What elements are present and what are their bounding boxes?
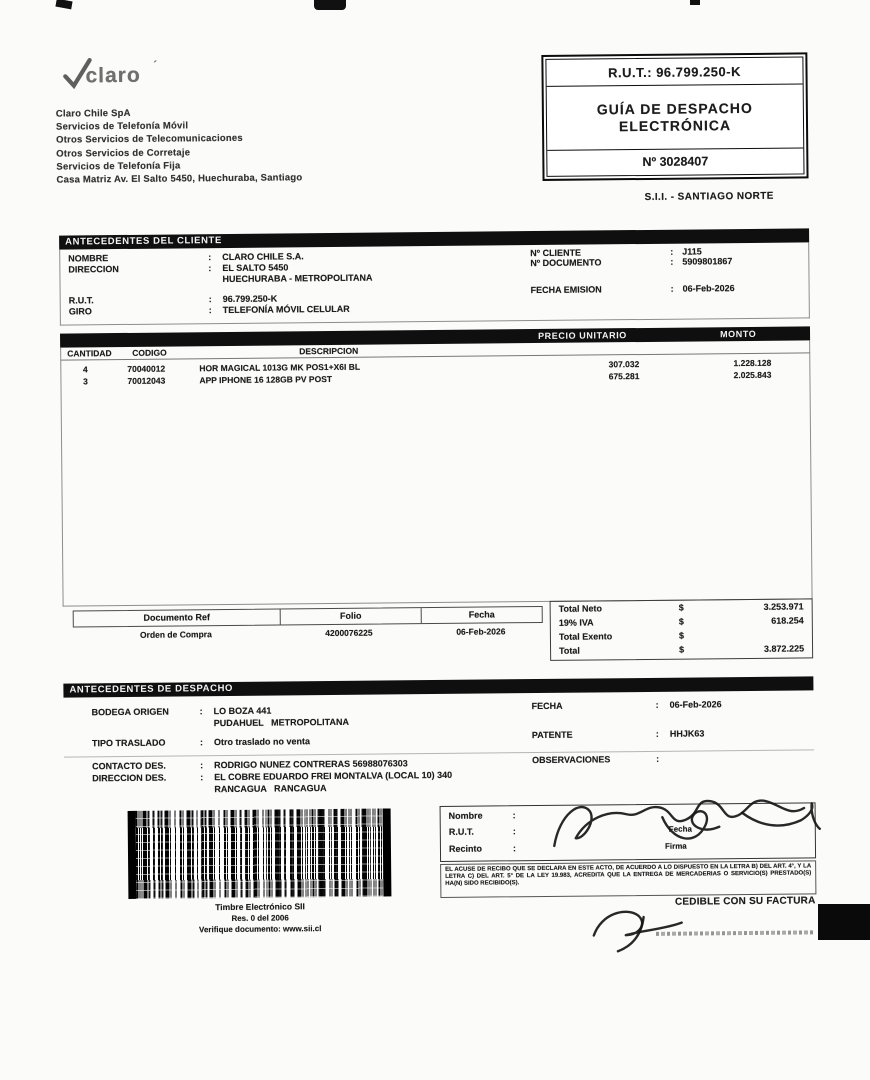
client-rut-label: R.U.T. [68, 295, 94, 306]
bodega-origen-value1: LO BOZA 441 [213, 705, 272, 717]
sii-header-box [541, 52, 808, 181]
pdf417-barcode [128, 808, 392, 899]
legal-text: EL ACUSE DE RECIBO QUE SE DECLARA EN ESTE ACTO, DE ACUERDO A LO DISPUESTO EN LA LETRA B) DEL ART. 4°, Y LA LETRA C) DEL ART. 5° DE LA LEY 19.983, ACREDITA QUE LA ENTREGA DE MERCADERIAS O SERVICIO(S) PRESTADO(S) HA(N) SIDO RECIBIDO(S). [440, 860, 816, 898]
ref-doc-value: Orden de Compra [139, 629, 212, 640]
items-col-monto: MONTO [719, 328, 757, 340]
claro-logo [57, 50, 177, 101]
colon: : [655, 728, 659, 739]
client-section-header: ANTECEDENTES DEL CLIENTE [59, 228, 809, 249]
client-ncliente-value: J115 [682, 246, 702, 257]
item-descripcion: APP IPHONE 16 128GB PV POST [199, 373, 333, 386]
patente-value: HHJK63 [669, 728, 705, 739]
client-box [59, 242, 810, 325]
total-value: 3.872.225 [763, 643, 805, 654]
receipt-recinto-label: Recinto [448, 843, 483, 854]
item-precio: 307.032 [608, 359, 640, 370]
total-label: Total [559, 645, 580, 656]
bodega-origen-label: BODEGA ORIGEN [91, 706, 169, 718]
item-monto: 1.228.128 [733, 357, 772, 369]
client-direccion-value1: EL SALTO 5450 [222, 262, 289, 274]
company-line: Servicios de Telefonía Móvil [55, 120, 189, 133]
item-monto: 2.025.843 [733, 369, 772, 381]
company-line: Otros Servicios de Telecomunicaciones [56, 133, 243, 147]
items-col-codigo: CODIGO [132, 347, 167, 358]
dispatch-divider [64, 749, 814, 757]
contacto-des-label: CONTACTO DES. [92, 760, 166, 772]
item-precio: 675.281 [608, 371, 640, 382]
ref-col-folio: Folio [280, 608, 421, 624]
patente-label: PATENTE [531, 729, 573, 741]
colon: : [670, 246, 674, 257]
sii-header-box-inner [545, 56, 804, 176]
receipt-nombre-label: Nombre [448, 810, 483, 821]
sii-stamp-text [128, 900, 391, 936]
item-codigo: 70012043 [127, 375, 166, 386]
colon: : [670, 283, 674, 294]
client-nombre-value: CLARO CHILE S.A. [222, 251, 304, 263]
receipt-rut-label: R.U.T. [448, 826, 474, 837]
ref-table [73, 606, 543, 645]
company-line: Servicios de Telefonía Fija [56, 160, 181, 173]
client-fecha-emision-label: FECHA EMISION [530, 284, 602, 296]
dispatch-fecha-value: 06-Feb-2026 [669, 699, 722, 710]
doc-type-line1: GUÍA DE DESPACHO [596, 99, 753, 117]
client-giro-value: TELEFONÍA MÓVIL CELULAR [222, 303, 350, 316]
handwritten-mark [581, 901, 692, 957]
total-neto-value: 3.253.971 [763, 601, 804, 612]
dispatch-section-header: ANTECEDENTES DE DESPACHO [63, 676, 813, 697]
totals-box [550, 598, 814, 661]
company-info [56, 105, 377, 187]
total-neto-row [551, 601, 812, 617]
currency-sign: $ [678, 602, 684, 613]
stamp-line3: Verifique documento: www.sii.cl [198, 924, 322, 935]
client-rut-value: 96.799.250-K [222, 293, 278, 305]
item-descripcion: HOR MAGICAL 1013G MK POS1+X6I BL [199, 361, 361, 374]
total-neto-label: Total Neto [558, 603, 603, 614]
iva-row [551, 615, 812, 631]
company-line: Otros Servicios de Corretaje [56, 146, 191, 160]
colon: : [655, 699, 659, 710]
client-direccion-label: DIRECCION [68, 264, 119, 275]
ref-folio-value: 4200076225 [325, 627, 373, 639]
item-cantidad: 4 [82, 364, 88, 375]
doc-type-title [547, 84, 804, 149]
observaciones-label: OBSERVACIONES [532, 754, 611, 766]
client-fecha-emision-value: 06-Feb-2026 [682, 283, 735, 294]
colon: : [208, 294, 212, 305]
total-exento-label: Total Exento [558, 631, 613, 642]
colon: : [200, 772, 204, 783]
doc-number: Nº 3028407 [547, 147, 803, 175]
item-codigo: 70040012 [127, 363, 166, 374]
contacto-des-value: RODRIGO NUNEZ CONTRERAS 56988076303 [214, 758, 408, 771]
total-row [551, 643, 812, 659]
colon: : [208, 305, 212, 316]
ref-col-doc: Documento Ref [143, 612, 211, 623]
colon: : [200, 760, 204, 771]
colon: : [512, 843, 517, 854]
client-nombre-label: NOMBRE [68, 253, 109, 264]
colon: : [512, 826, 516, 837]
client-ndocumento-value: 5909801867 [682, 256, 733, 267]
colon: : [208, 252, 212, 263]
iva-label: 19% IVA [558, 617, 594, 628]
dispatch-fecha-label: FECHA [531, 700, 563, 712]
tipo-traslado-label: TIPO TRASLADO [91, 737, 166, 749]
colon: : [512, 810, 516, 821]
currency-sign: $ [679, 644, 685, 655]
items-col-precio: PRECIO UNITARIO [537, 330, 627, 342]
items-body [60, 353, 812, 606]
stamp-line2: Res. 0 del 2006 [231, 913, 289, 923]
direccion-des-value1: EL COBRE EDUARDO FREI MONTALVA (LOCAL 10) 340 [214, 769, 453, 783]
total-exento-value [691, 629, 804, 630]
company-name: Claro Chile SpA [55, 107, 131, 120]
colon: : [208, 263, 212, 274]
iva-value: 618.254 [771, 615, 804, 626]
item-cantidad: 3 [83, 376, 88, 387]
items-col-descripcion: DESCRIPCION [299, 345, 359, 357]
scan-artifact [690, 0, 700, 5]
header-rut: R.U.T.: 96.799.250-K [546, 57, 802, 86]
client-giro-label: GIRO [68, 306, 92, 317]
colon: : [199, 706, 203, 717]
client-direccion-value2: HUECHURABA - METROPOLITANA [222, 272, 373, 285]
client-ndocumento-label: Nº DOCUMENTO [530, 257, 602, 269]
currency-sign: $ [678, 616, 684, 627]
ref-col-fecha: Fecha [421, 607, 542, 623]
colon: : [199, 737, 203, 748]
scan-black-bar [818, 904, 870, 940]
tipo-traslado-value: Otro traslado no venta [213, 736, 311, 748]
claro-logo-accent: ´ [153, 59, 158, 72]
receipt-fecha-label: Fecha [668, 824, 692, 834]
currency-sign: $ [678, 630, 684, 641]
bodega-origen-value2: PUDAHUEL METROPOLITANA [213, 716, 349, 729]
ref-table-row [73, 623, 543, 645]
scan-artifact [314, 0, 346, 10]
direccion-des-value2: RANCAGUA RANCAGUA [214, 783, 327, 795]
cedible-label: CEDIBLE CON SU FACTURA [674, 895, 816, 908]
claro-logo-text: claro [85, 63, 141, 88]
total-exento-row [551, 629, 812, 645]
receipt-firma-label: Firma [664, 841, 687, 851]
client-ncliente-label: Nº CLIENTE [530, 247, 582, 259]
ref-fecha-value: 06-Feb-2026 [456, 626, 506, 637]
doc-type-line2: ELECTRÓNICA [618, 116, 732, 134]
items-col-cantidad: CANTIDAD [67, 348, 112, 359]
colon: : [656, 753, 660, 764]
stamp-line1: Timbre Electrónico SII [215, 901, 305, 913]
sii-office: S.I.I. - SANTIAGO NORTE [644, 190, 774, 203]
colon: : [670, 256, 674, 267]
company-address: Casa Matriz Av. El Salto 5450, Huechuraba, Santiago [56, 172, 303, 186]
direccion-des-label: DIRECCION DES. [92, 772, 167, 784]
